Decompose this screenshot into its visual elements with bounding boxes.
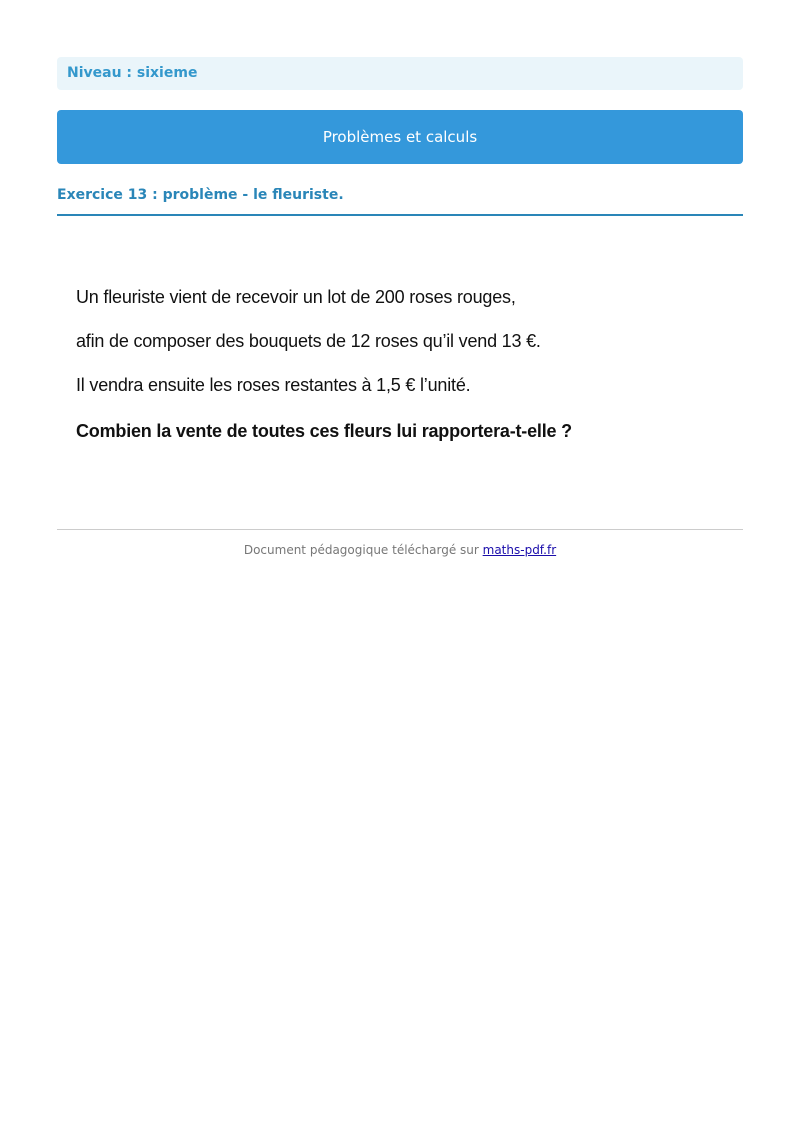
title-banner xyxy=(57,110,743,164)
exercise-question: Combien la vente de toutes ces fleurs lui rapportera-t-elle ? xyxy=(76,421,572,441)
document-page xyxy=(57,57,743,557)
exercise-body xyxy=(57,286,743,442)
footer xyxy=(57,529,743,557)
exercise-line: Un fleuriste vient de recevoir un lot de 200 roses rouges, xyxy=(76,287,516,307)
banner-title: Problèmes et calculs xyxy=(322,128,478,146)
exercise-line: afin de composer des bouquets de 12 roses qu’il vend 13 €. xyxy=(76,331,541,351)
footer-text: Document pédagogique téléchargé sur xyxy=(243,543,483,557)
exercise-title: Exercice 13 : problème - le fleuriste. xyxy=(57,186,743,216)
exercise-line: Il vendra ensuite les roses restantes à 1,5 € l’unité. xyxy=(76,375,471,395)
footer-link[interactable]: maths-pdf.fr xyxy=(482,543,557,557)
level-box xyxy=(57,57,743,90)
level-label: Niveau : sixieme xyxy=(67,65,198,81)
